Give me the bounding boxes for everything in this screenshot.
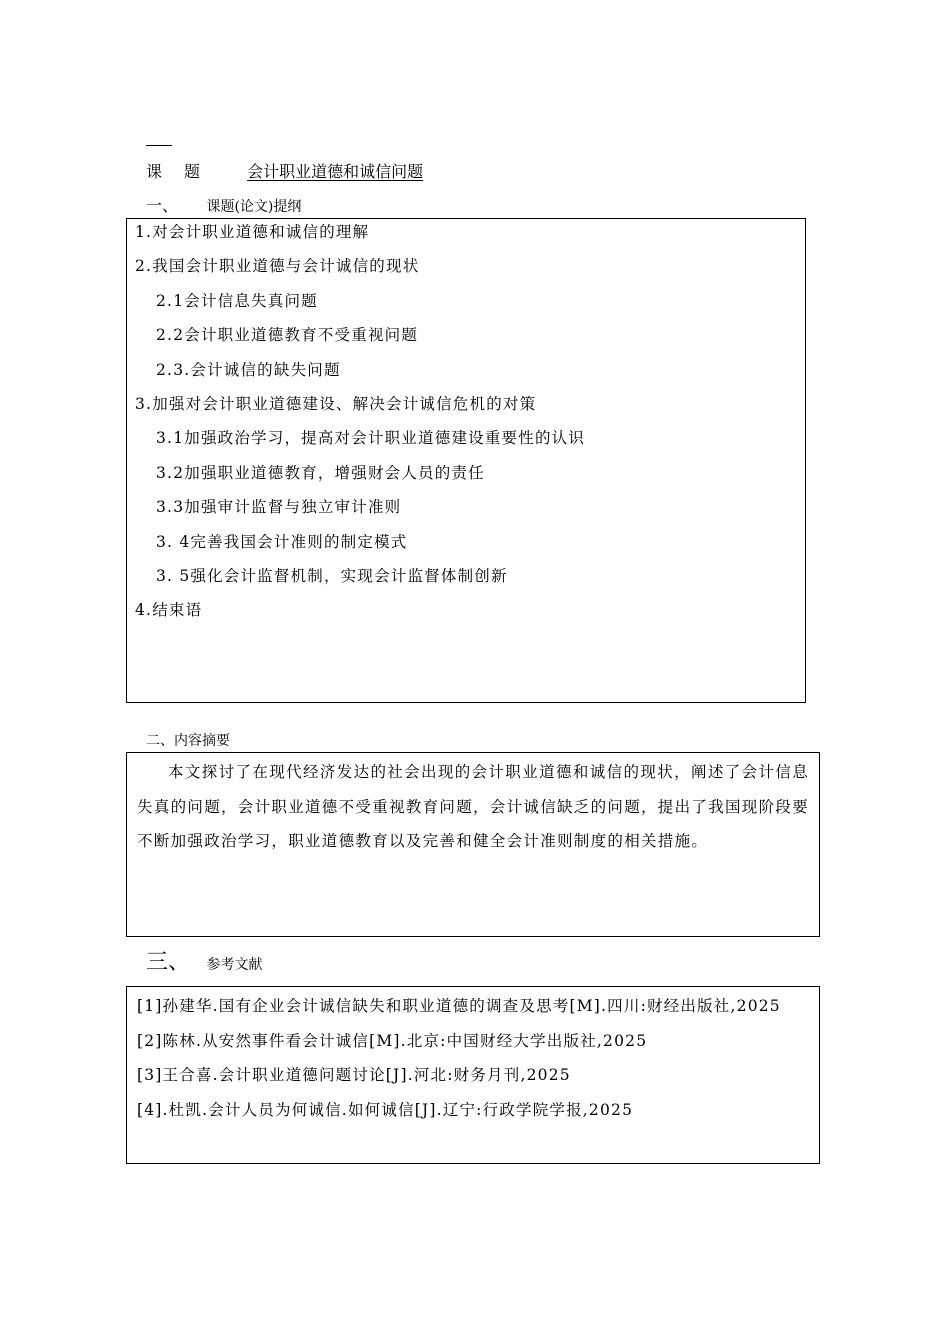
outline-item: 4.结束语 bbox=[135, 601, 203, 620]
abstract-text: 本文探讨了在现代经济发达的社会出现的会计职业道德和诚信的现状，阐述了会计信息失真的问题，会计职业道德不受重视教育问题，会计诚信缺乏的问题，提出了我国现阶段要不断加强政治学习，职业道德教育以及完善和健全会计准则制度的相关措施。 bbox=[137, 763, 810, 850]
outline-box bbox=[126, 218, 806, 703]
section1-heading bbox=[146, 196, 301, 217]
outline-item: 3.1加强政治学习，提高对会计职业道德建设重要性的认识 bbox=[156, 429, 586, 448]
abstract-box bbox=[126, 752, 820, 937]
reference-item: [3]王合喜.会计职业道德问题讨论[J].河北:财务月刊,2025 bbox=[137, 1066, 571, 1084]
reference-item: [2]陈林.从安然事件看会计诚信[M].北京:中国财经大学出版社,2025 bbox=[137, 1031, 648, 1050]
outline-item: 2.3.会计诚信的缺失问题 bbox=[156, 360, 341, 379]
outline-item: 3.3加强审计监督与独立审计准则 bbox=[156, 498, 402, 517]
outline-list bbox=[135, 219, 585, 632]
topic-title: 会计职业道德和诚信问题 bbox=[247, 162, 424, 181]
outline-item: 3.2加强职业道德教育，增强财会人员的责任 bbox=[156, 463, 485, 482]
references-list bbox=[137, 989, 809, 1127]
section1-number: 一、 bbox=[146, 196, 179, 215]
outline-item: 3. 5强化会计监督机制，实现会计监督体制创新 bbox=[156, 566, 508, 585]
outline-item: 3.加强对会计职业道德建设、解决会计诚信危机的对策 bbox=[135, 394, 537, 413]
outline-item: 1.对会计职业道德和诚信的理解 bbox=[135, 223, 370, 241]
reference-item: [4].杜凯.会计人员为何诚信.如何诚信[J].辽宁:行政学院学报,2025 bbox=[137, 1100, 634, 1119]
reference-item: [1]孙建华.国有企业会计诚信缺失和职业道德的调查及思考[M].四川:财经出版社,2025 bbox=[137, 997, 781, 1015]
topic-label: 课题 bbox=[146, 162, 223, 181]
top-rule bbox=[146, 145, 172, 146]
references-box bbox=[126, 986, 820, 1164]
topic-row bbox=[146, 160, 423, 184]
section2-heading: 二、内容摘要 bbox=[146, 733, 230, 749]
outline-item: 3. 4完善我国会计准则的制定模式 bbox=[156, 532, 408, 551]
section3-heading bbox=[146, 950, 263, 975]
section1-title: 课题(论文)提纲 bbox=[206, 199, 302, 215]
outline-item: 2.我国会计职业道德与会计诚信的现状 bbox=[135, 257, 420, 276]
outline-item: 2.1会计信息失真问题 bbox=[156, 291, 318, 310]
section3-number: 三、 bbox=[146, 950, 191, 975]
section3-title: 参考文献 bbox=[206, 957, 263, 973]
outline-item: 2.2会计职业道德教育不受重视问题 bbox=[156, 326, 419, 345]
